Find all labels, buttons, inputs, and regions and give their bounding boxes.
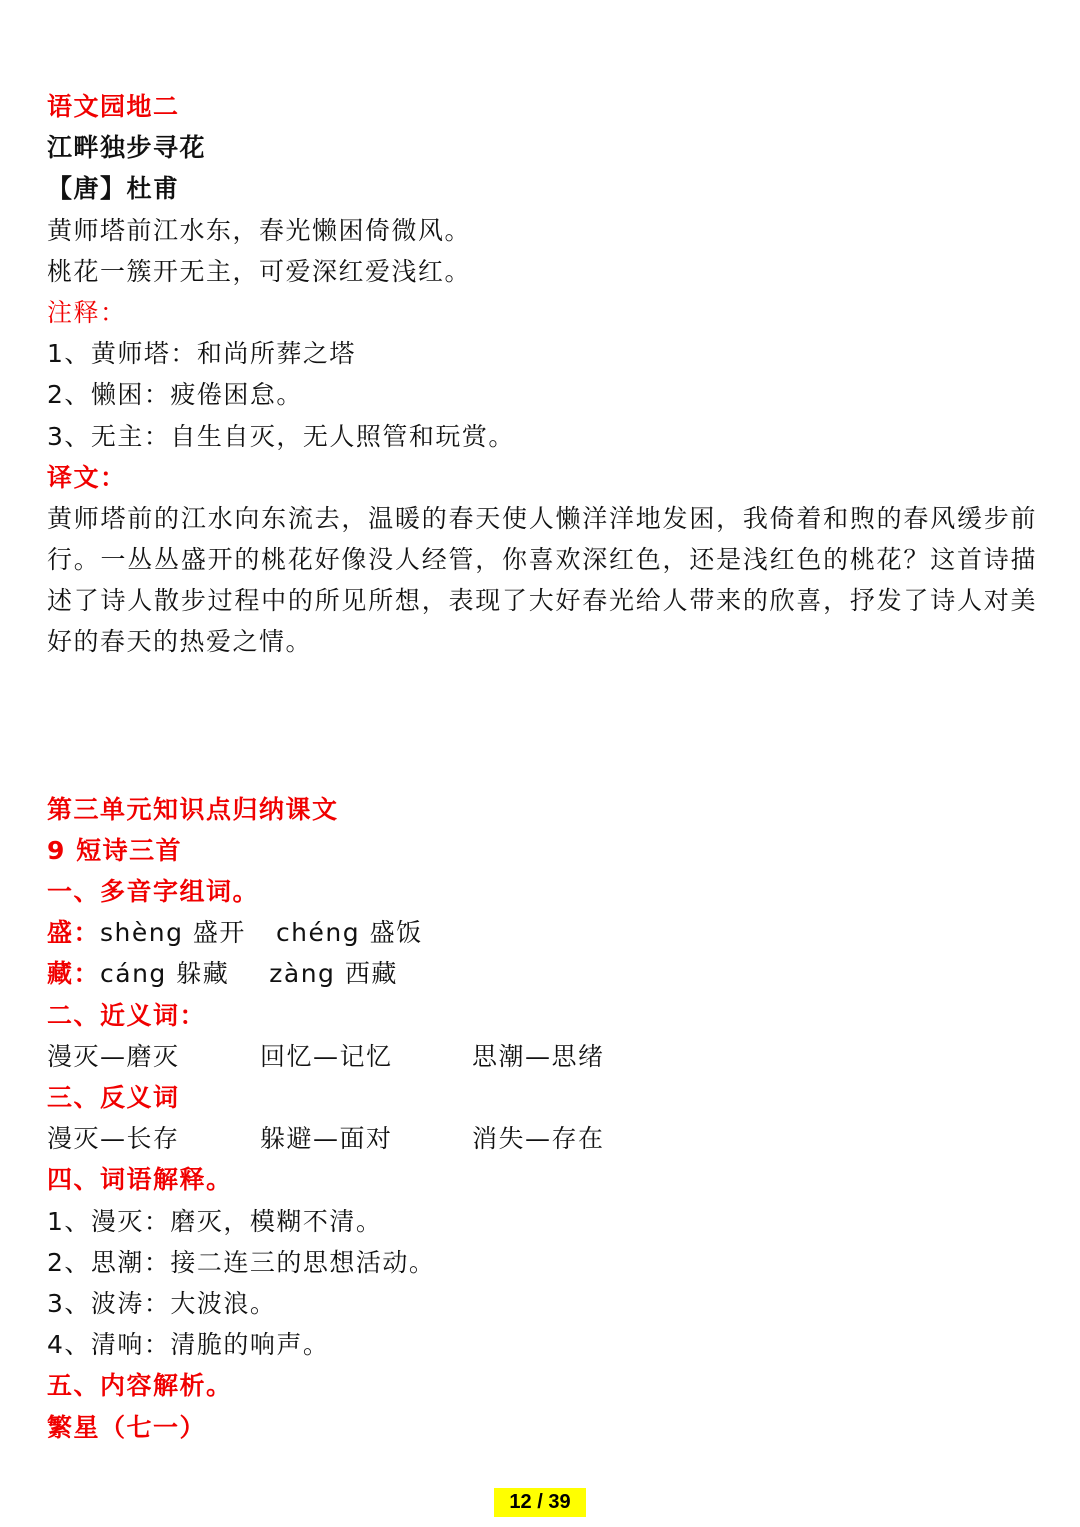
polyphonic-row: [47, 912, 1037, 953]
polyphonic-char: 盛：: [47, 918, 101, 948]
document-body: [47, 86, 1037, 1448]
analysis-heading: 五、内容解析。: [47, 1371, 233, 1401]
note-item: 1、黄师塔：和尚所葬之塔: [47, 339, 356, 369]
antonym-pair: 消失—存在: [472, 1124, 605, 1154]
poem-line: 黄师塔前江水东，春光懒困倚微风。: [47, 215, 472, 245]
poem-subtitle: 繁星（七一）: [47, 1412, 207, 1442]
reading: cáng 躲藏: [100, 959, 230, 989]
definition-item: 1、漫灭：磨灭，模糊不清。: [47, 1206, 383, 1236]
notes-heading: 注释：: [47, 297, 127, 327]
poem-author: 【唐】杜甫: [47, 174, 180, 204]
antonym-pair: 躲避—面对: [260, 1124, 393, 1154]
definition-item: 3、波涛：大波浪。: [47, 1288, 277, 1318]
poem-line: 桃花一簇开无主，可爱深红爱浅红。: [47, 256, 472, 286]
section-heading: 语文园地二: [47, 92, 180, 121]
note-item: 2、懒困：疲倦困怠。: [47, 380, 303, 410]
synonyms-row: [47, 1036, 1037, 1077]
synonym-pair: 思潮—思绪: [472, 1041, 605, 1071]
lesson-title: 9 短诗三首: [47, 835, 183, 865]
antonyms-heading: 三、反义词: [47, 1083, 180, 1112]
reading: chéng 盛饭: [275, 918, 423, 948]
synonym-pair: 回忆—记忆: [260, 1041, 393, 1071]
page-number: 12 / 39: [494, 1488, 586, 1517]
antonyms-row: [47, 1118, 1037, 1159]
definition-item: 4、清响：清脆的响声。: [47, 1330, 330, 1360]
synonyms-heading: 二、近义词：: [47, 1000, 207, 1030]
antonym-pair: 漫灭—长存: [47, 1124, 180, 1154]
translation-heading: 译文：: [47, 462, 127, 492]
polyphonic-row: [47, 953, 1037, 994]
definition-item: 2、思潮：接二连三的思想活动。: [47, 1247, 436, 1277]
definitions-heading: 四、词语解释。: [47, 1165, 233, 1195]
polyphonic-heading: 一、多音字组词。: [47, 877, 260, 907]
poem-title: 江畔独步寻花: [47, 133, 207, 163]
note-item: 3、无主：自生自灭，无人照管和玩赏。: [47, 421, 515, 451]
translation-paragraph: 黄师塔前的江水向东流去，温暖的春天使人懒洋洋地发困，我倚着和煦的春风缓步前行。一丛丛盛开的桃花好像没人经管，你喜欢深红色，还是浅红色的桃花？这首诗描述了诗人散步过程中的所见所想，表现了大好春光给人带来的欣喜，抒发了诗人对美好的春天的热爱之情。: [47, 503, 1037, 657]
synonym-pair: 漫灭—磨灭: [47, 1041, 180, 1071]
reading: zàng 西藏: [269, 959, 398, 989]
reading: shèng 盛开: [100, 918, 246, 948]
unit-heading: 第三单元知识点归纳课文: [47, 794, 339, 824]
polyphonic-char: 藏：: [47, 959, 101, 989]
